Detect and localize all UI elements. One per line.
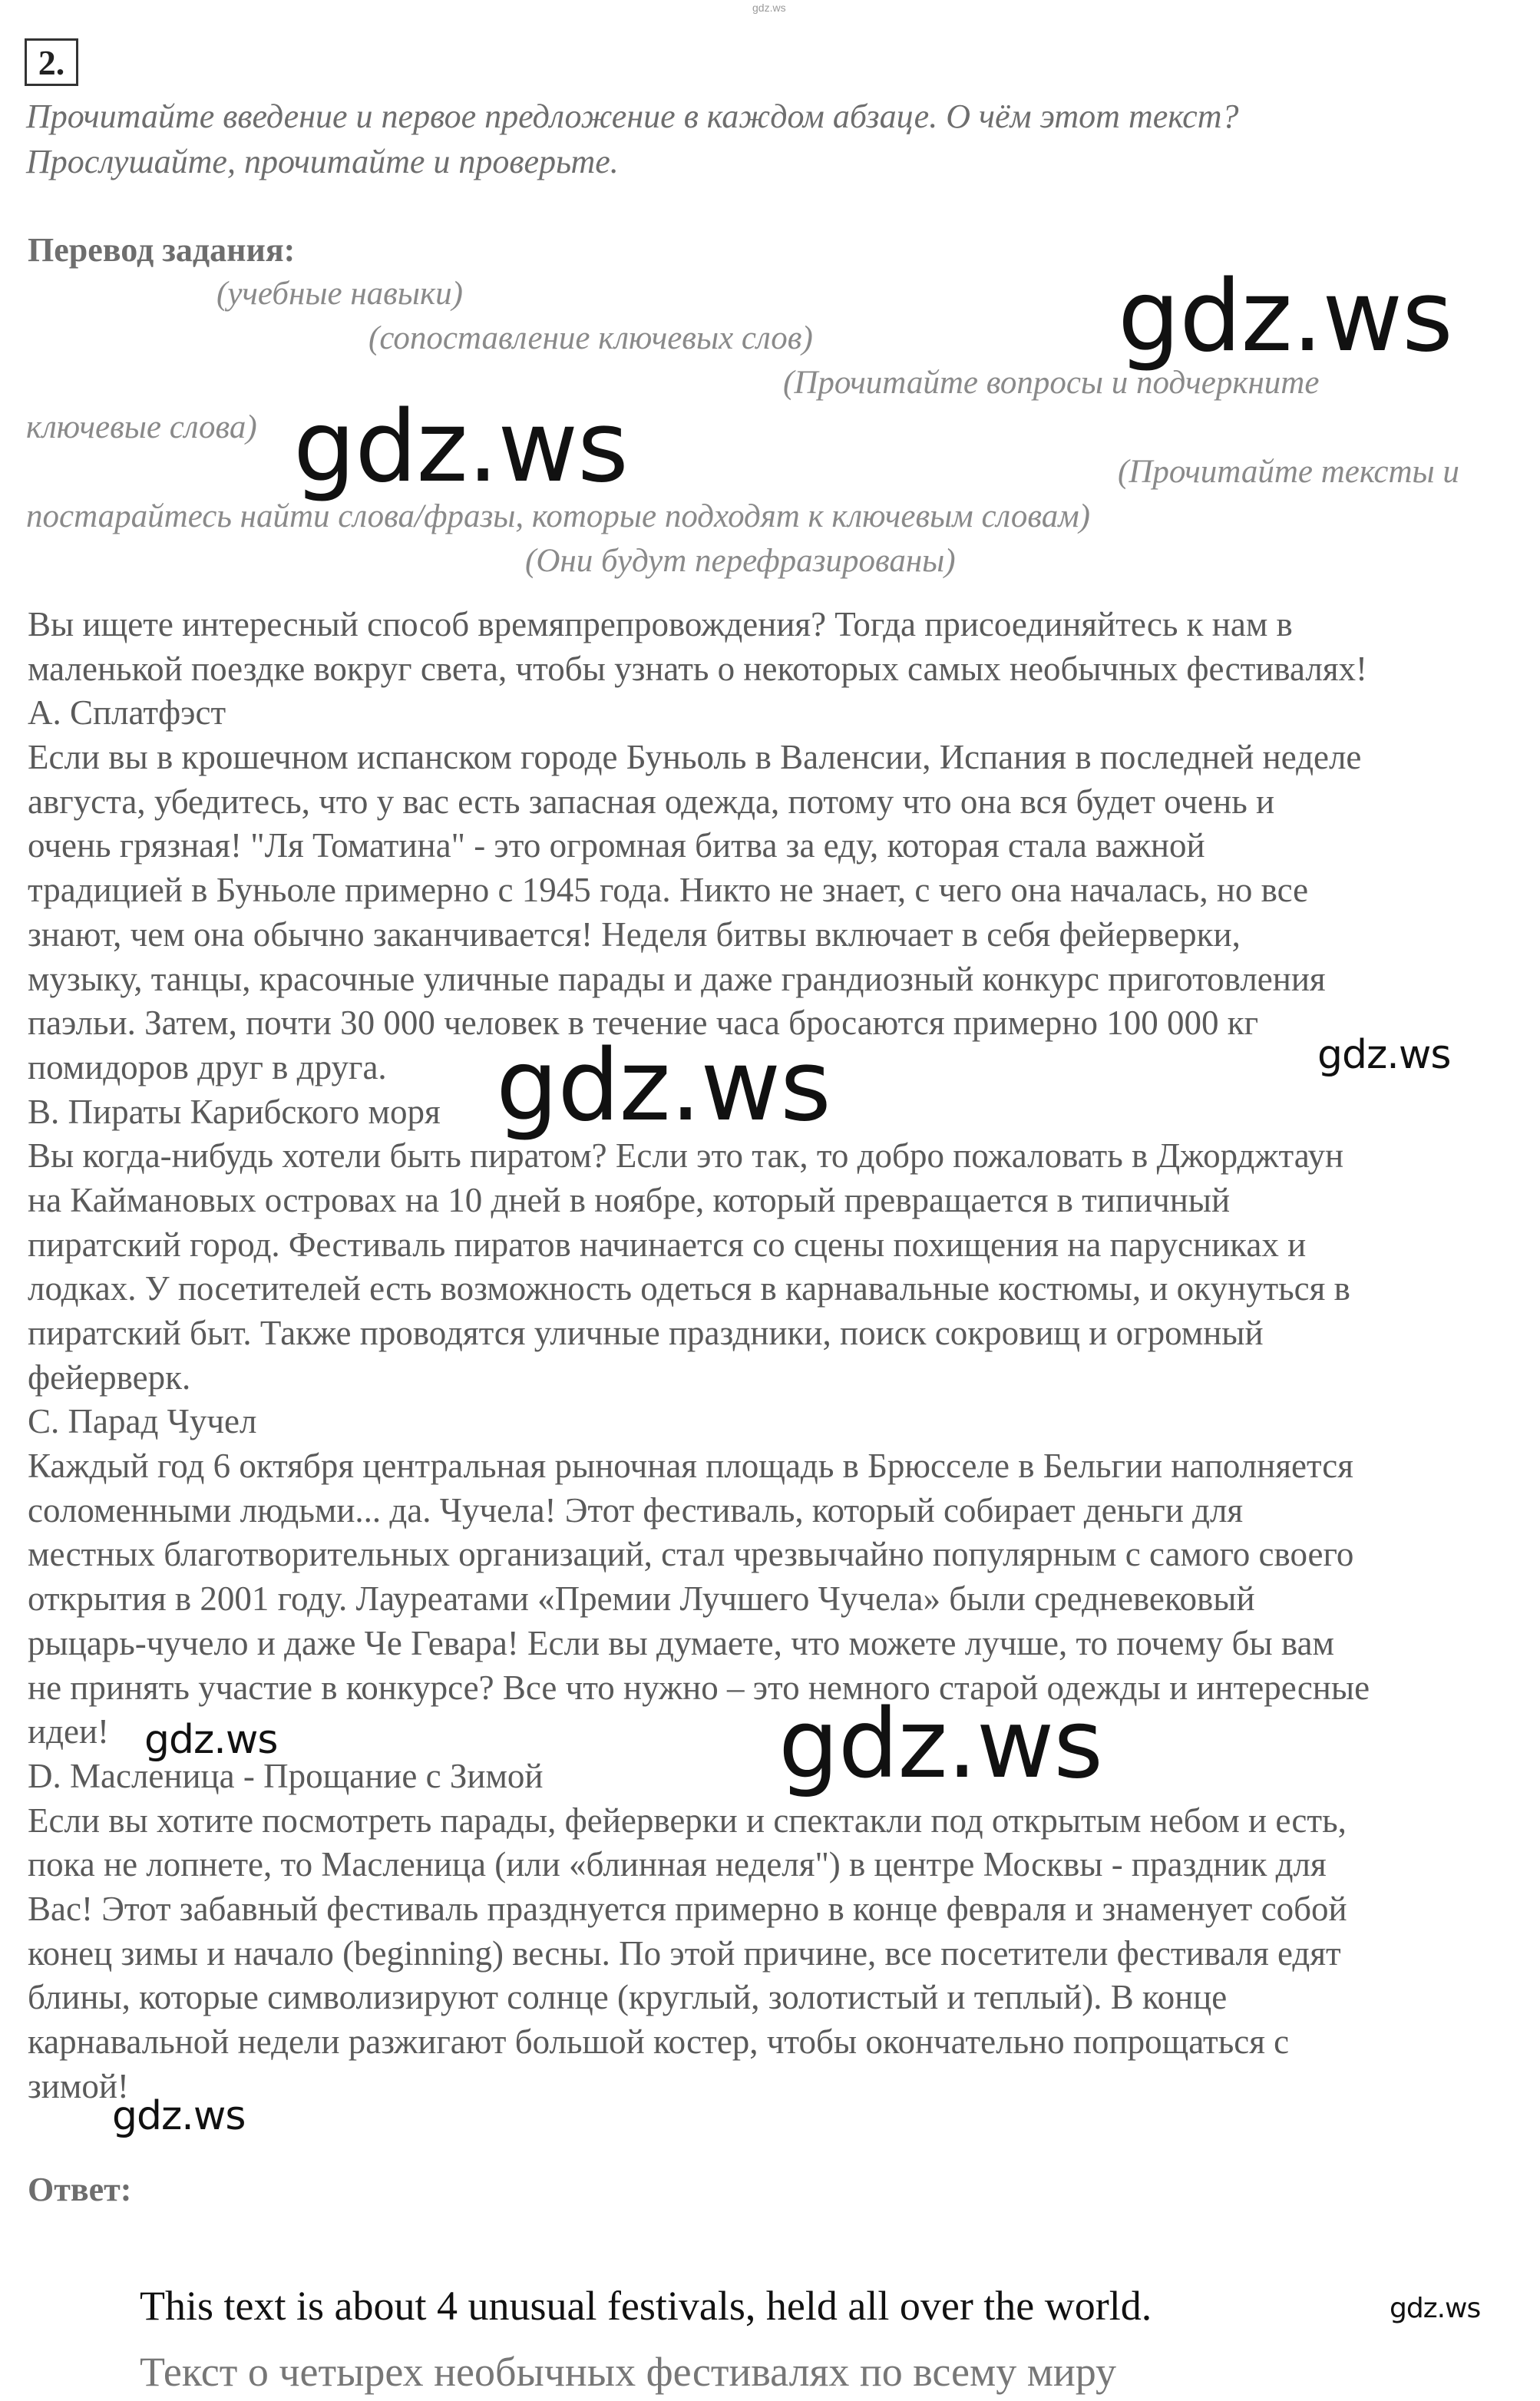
text-line: C. Парад Чучел	[28, 1402, 257, 1441]
hint-find-phrases: постарайтесь найти слова/фразы, которые подходят к ключевым словам)	[26, 498, 1090, 534]
watermark-2: gdz.ws	[293, 390, 628, 504]
text-line: рыцарь-чучело и даже Че Гевара! Если вы думаете, что можете лучше, то почему бы вам	[28, 1623, 1335, 1662]
watermark-5: gdz.ws	[778, 1689, 1102, 1800]
text-line: маленькой поездке вокруг света, чтобы узнать о некоторых самых необычных фестивалях!	[28, 649, 1368, 688]
text-line: Вас! Этот забавный фестиваль празднуется примерно в конце февраля и знаменует собой	[28, 1889, 1347, 1928]
hint-read-questions: (Прочитайте вопросы и подчеркните	[783, 365, 1320, 401]
watermark-4: gdz.ws	[1317, 1032, 1451, 1078]
text-line: соломенными людьми... да. Чучела! Этот фестиваль, который собирает деньги для	[28, 1490, 1244, 1530]
translation-heading: Перевод задания:	[28, 231, 296, 269]
hint-key-words: ключевые слова)	[26, 409, 257, 445]
instruction-line-2: Прослушайте, прочитайте и проверьте.	[26, 143, 619, 180]
text-line: Вы когда-нибудь хотели быть пиратом? Если это так, то добро пожаловать в Джорджтаун	[28, 1136, 1344, 1176]
task-number-box: 2.	[25, 38, 78, 86]
text-line: фейерверк.	[28, 1358, 191, 1397]
answer-english: This text is about 4 unusual festivals, held all over the world.	[140, 2283, 1152, 2329]
text-line: открытия в 2001 году. Лауреатами «Премии Лучшего Чучела» были средневековый	[28, 1579, 1255, 1619]
text-line: идеи!	[28, 1712, 110, 1751]
text-line: знают, чем она обычно заканчивается! Неделя битвы включает в себя фейерверки,	[28, 914, 1241, 954]
hint-paraphrased: (Они будут перефразированы)	[525, 543, 956, 579]
text-line: помидоров друг в друга.	[28, 1047, 387, 1086]
text-line: B. Пираты Карибского моря	[28, 1092, 441, 1131]
hint-skills: (учебные навыки)	[216, 276, 463, 312]
answer-heading: Ответ:	[28, 2171, 132, 2208]
text-line: августа, убедитесь, что у вас есть запасная одежда, потому что она вся будет очень и	[28, 782, 1275, 821]
text-line: пока не лопнете, то Масленица (или «блинная неделя") в центре Москвы - праздник для	[28, 1845, 1327, 1884]
watermark-8: gdz.ws	[1390, 2293, 1481, 2324]
top-watermark: gdz.ws	[752, 2, 786, 14]
text-line: музыку, танцы, красочные уличные парады и даже грандиозный конкурс приготовления	[28, 959, 1326, 998]
text-line: A. Сплатфэст	[28, 693, 226, 733]
answer-russian: Текст о четырех необычных фестивалях по всему миру	[140, 2349, 1117, 2395]
article-text	[28, 603, 1532, 2108]
watermark-6: gdz.ws	[144, 1717, 278, 1763]
hint-read-texts: (Прочитайте тексты и	[1118, 454, 1459, 490]
text-line: блины, которые символизируют солнце (круглый, золотистый и теплый). В конце	[28, 1978, 1228, 2017]
text-line: паэльи. Затем, почти 30 000 человек в течение часа бросаются примерно 100 000 кг	[28, 1004, 1259, 1043]
text-line: не принять участие в конкурсе? Все что нужно – это немного старой одежды и интересные	[28, 1668, 1370, 1707]
text-line: D. Масленица - Прощание с Зимой	[28, 1756, 544, 1795]
text-line: традицией в Буньоле примерно с 1945 года. Никто не знает, с чего она началась, но все	[28, 871, 1309, 910]
text-line: лодках. У посетителей есть возможность одеться в карнавальные костюмы, и окунуться в	[28, 1269, 1350, 1308]
text-line: Если вы в крошечном испанском городе Буньоль в Валенсии, Испания в последней неделе	[28, 738, 1362, 777]
watermark-3: gdz.ws	[496, 1029, 831, 1143]
text-line: пиратский быт. Также проводятся уличные праздники, поиск сокровищ и огромный	[28, 1314, 1264, 1352]
instruction-line-1: Прочитайте введение и первое предложение в каждом абзаце. О чём этот текст?	[26, 98, 1239, 135]
text-line: Если вы хотите посмотреть парады, фейерверки и спектакли под открытым небом и есть,	[28, 1801, 1347, 1840]
hint-keywords-matching: (сопоставление ключевых слов)	[368, 320, 813, 356]
text-line: на Каймановых островах на 10 дней в ноябре, который превращается в типичный	[28, 1180, 1231, 1219]
text-line: пиратский город. Фестиваль пиратов начинается со сцены похищения на парусниках и	[28, 1225, 1307, 1264]
text-line: Каждый год 6 октября центральная рыночная площадь в Брюсселе в Бельгии наполняется	[28, 1447, 1353, 1486]
text-line: местных благотворительных организаций, стал чрезвычайно популярным с самого своего	[28, 1535, 1354, 1574]
text-line: конец зимы и начало (beginning) весны. По этой причине, все посетители фестиваля едят	[28, 1933, 1341, 1973]
text-line: карнавальной недели разжигают большой костер, чтобы окончательно попрощаться с	[28, 2022, 1290, 2061]
text-line: Вы ищете интересный способ времяпрепровождения? Тогда присоединяйтесь к нам в	[28, 605, 1293, 643]
watermark-1: gdz.ws	[1118, 260, 1452, 374]
text-line: очень грязная! "Ля Томатина" - это огромная битва за еду, которая стала важной	[28, 826, 1205, 865]
watermark-7: gdz.ws	[112, 2093, 246, 2139]
text-line: зимой!	[28, 2066, 129, 2105]
